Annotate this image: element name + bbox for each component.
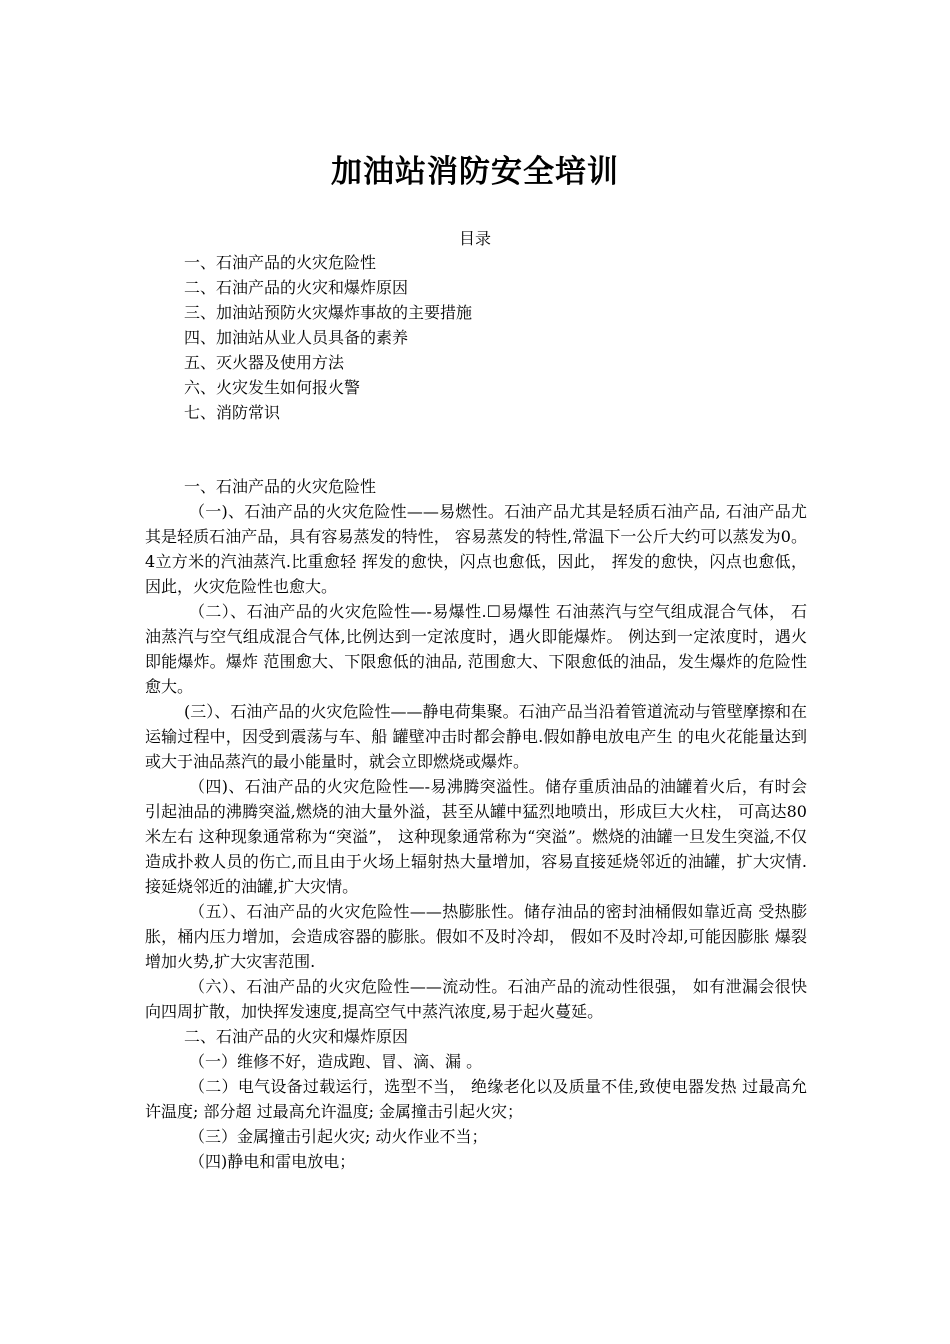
toc-item: 二、石油产品的火灾和爆炸原因 <box>184 278 409 297</box>
paragraph: （五）、石油产品的火灾危险性——热膨胀性。储存油品的密封油桶假如靠近高 受热膨胀，桶内压力增加，会造成容器的膨胀。假如不及时冷却， 假如不及时冷却,可能因膨胀 爆裂增加火势,扩大灾害范围. <box>145 902 807 971</box>
paragraph: （六）、石油产品的火灾危险性——流动性。石油产品的流动性很强， 如有泄漏会很快向四周扩散，加快挥发速度,提高空气中蒸汽浓度,易于起火蔓延。 <box>145 977 807 1021</box>
list-item: （一）维修不好，造成跑、冒、滴、漏 。 <box>189 1052 483 1071</box>
toc-heading: 目录 <box>458 229 491 248</box>
list-item: （四)静电和雷电放电； <box>189 1152 356 1171</box>
paragraph: （四)、石油产品的火灾危险性—-易沸腾突溢性。储存重质油品的油罐着火后，有时会引起油品的沸腾突溢,燃烧的油大量外溢，甚至从罐中猛烈地喷出，形成巨大火柱， 可高达80米左右 这种现象通常称为“突溢”， 这种现象通常称为“突溢”。燃烧的油罐一旦发生突溢,不仅造成扑救人员的伤亡,而且由于火场上辐射热大量增加，容易直接延烧邻近的油罐，扩大灾情. 接延烧邻近的油罐,扩大灾情。 <box>145 777 807 896</box>
table-of-contents <box>184 250 472 425</box>
section-heading: 二、石油产品的火灾和爆炸原因 <box>184 1027 409 1046</box>
paragraph: (三）、石油产品的火灾危险性——静电荷集聚。石油产品当沿着管道流动与管壁摩擦和在运输过程中，因受到震荡与车、船 罐壁冲击时都会静电.假如静电放电产生 的电火花能量达到或大于油品蒸汽的最小能量时，就会立即燃烧或爆炸。 <box>145 702 807 771</box>
toc-item: 六、火灾发生如何报火警 <box>184 378 361 397</box>
paragraph: （一)、石油产品的火灾危险性——易燃性。石油产品尤其是轻质石油产品, 石油产品尤其是轻质石油产品，具有容易蒸发的特性， 容易蒸发的特性,常温下一公斤大约可以蒸发为0。4立方米的汽油蒸汽.比重愈轻 挥发的愈快，闪点也愈低，因此， 挥发的愈快，闪点也愈低，因此，火灾危险性也愈大。 <box>145 502 807 596</box>
section-heading: 一、石油产品的火灾危险性 <box>184 477 377 496</box>
paragraph: （二）、石油产品的火灾危险性—-易爆性.☐易爆性 石油蒸汽与空气组成混合气体， 石油蒸汽与空气组成混合气体,比例达到一定浓度时，遇火即能爆炸。 例达到一定浓度时，遇火即能爆炸。爆炸 范围愈大、下限愈低的油品, 范围愈大、下限愈低的油品，发生爆炸的危险性愈大。 <box>145 602 807 696</box>
toc-item: 三、加油站预防火灾爆炸事故的主要措施 <box>184 303 473 322</box>
document-body <box>145 474 807 1174</box>
list-item: （二）电气设备过载运行，选型不当， 绝缘老化以及质量不佳,致使电器发热 过最高允许温度; 部分超 过最高允许温度; 金属撞击引起火灾； <box>145 1077 807 1121</box>
toc-item: 一、石油产品的火灾危险性 <box>184 253 377 272</box>
toc-item: 四、加油站从业人员具备的素养 <box>184 328 409 347</box>
toc-item: 七、消防常识 <box>184 403 281 422</box>
page-title: 加油站消防安全培训 <box>331 153 619 190</box>
list-item: （三）金属撞击引起火灾; 动火作业不当； <box>189 1127 488 1146</box>
toc-item: 五、灭火器及使用方法 <box>184 353 345 372</box>
